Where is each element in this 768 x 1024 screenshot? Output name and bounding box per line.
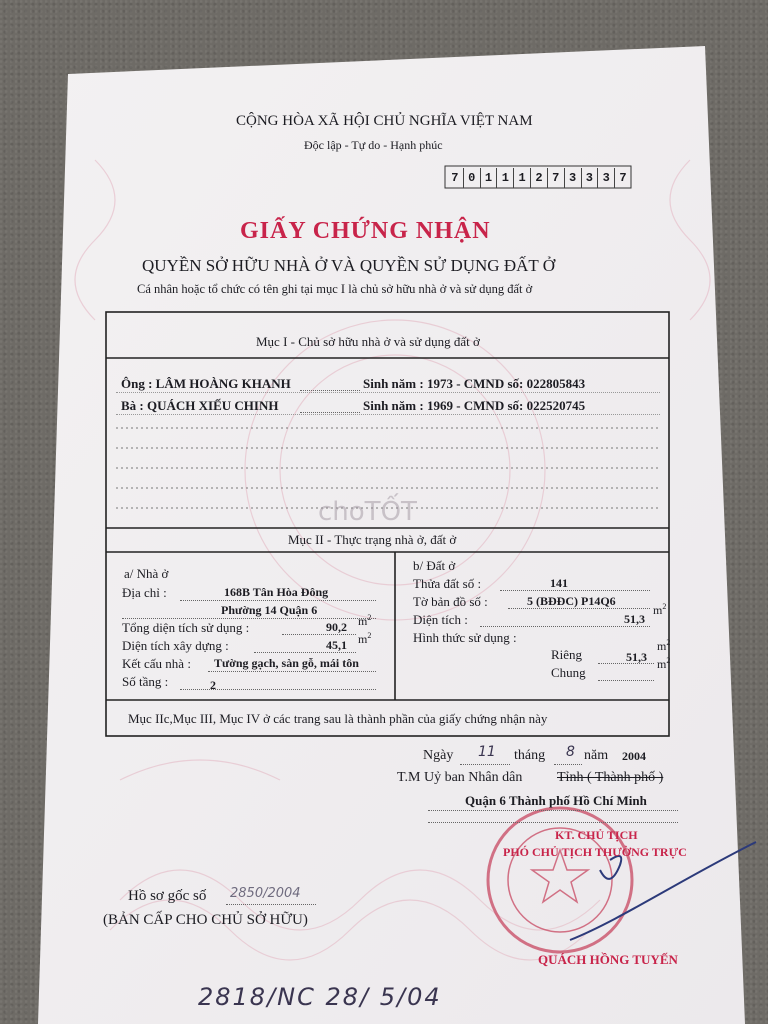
owner-id-row xyxy=(363,398,585,414)
owner-birth-label: Sinh năm : 1969 - CMND số: xyxy=(363,398,524,413)
serial-digit: 1 xyxy=(481,168,498,188)
section-2-heading: Mục II - Thực trạng nhà ở, đất ở xyxy=(288,532,457,547)
parcel-label: Thửa đất số : xyxy=(413,576,482,591)
serial-digit: 2 xyxy=(531,168,548,188)
address-line-2: Phường 14 Quận 6 xyxy=(221,603,318,617)
owner-copy-note: (BẢN CẤP CHO CHỦ SỞ HỮU) xyxy=(103,912,308,928)
owner-name: LÂM HOÀNG KHANH xyxy=(155,376,291,391)
country-heading: CỘNG HÒA XÃ HỘI CHỦ NGHĨA VIỆT NAM xyxy=(236,113,533,129)
address-label: Địa chỉ : xyxy=(122,585,167,600)
motto: Độc lập - Tự do - Hạnh phúc xyxy=(304,138,443,152)
document-title: GIẤY CHỨNG NHẬN xyxy=(240,218,491,244)
record-label: Hồ sơ gốc số xyxy=(128,888,207,904)
shared-label: Chung xyxy=(551,665,586,680)
land-area-label: Diện tích : xyxy=(413,612,468,627)
parcel-value: 141 xyxy=(550,576,568,590)
record-number: 2850/2004 xyxy=(230,886,301,901)
usage-form-label: Hình thức sử dụng : xyxy=(413,630,517,645)
land-label: b/ Đất ở xyxy=(413,558,456,573)
owner-id: 022805843 xyxy=(526,376,586,391)
structure-value: Tường gạch, sàn gỗ, mái tôn xyxy=(214,656,359,670)
owner-id-row xyxy=(363,376,585,392)
serial-digit: 1 xyxy=(514,168,531,188)
usage-area-label: Tổng diện tích sử dụng : xyxy=(122,620,250,635)
private-label: Riêng xyxy=(551,647,583,662)
map-label: Tờ bản đồ số : xyxy=(413,594,488,609)
document-subtitle: QUYỀN SỞ HỮU NHÀ Ở VÀ QUYỀN SỬ DỤNG ĐẤT Ở xyxy=(142,256,555,275)
month-label: tháng xyxy=(514,748,546,763)
floors-label: Số tầng : xyxy=(122,674,169,689)
private-unit: $m^2$ xyxy=(657,638,671,653)
usage-area-value: 90,2 xyxy=(326,620,347,634)
serial-digit: 3 xyxy=(582,168,599,188)
usage-area-unit: $m^2$ xyxy=(358,613,372,628)
owner-prefix: Ông : xyxy=(121,376,156,391)
owner-id: 022520745 xyxy=(526,398,586,413)
house-label: a/ Nhà ở xyxy=(124,566,169,581)
serial-digit: 7 xyxy=(619,171,627,185)
build-area-label: Diện tích xây dựng : xyxy=(122,638,229,653)
authority-label: T.M Uỷ ban Nhân dân xyxy=(397,770,523,785)
struck-province: Tỉnh ( Thành phố ) xyxy=(557,770,664,785)
year-value: 2004 xyxy=(622,749,646,763)
section-1-heading: Mục I - Chủ sở hữu nhà ở và sử dụng đất ở xyxy=(256,334,480,349)
owner-row xyxy=(121,398,278,414)
private-value: 51,3 xyxy=(626,650,647,664)
shared-unit: $m^2$ xyxy=(657,656,671,671)
intro-line: Cá nhân hoặc tổ chức có tên ghi tại mục I là chủ sở hữu nhà ở và sử dụng đất ở xyxy=(137,282,533,296)
kt-title: KT. CHỦ TỊCH xyxy=(555,828,638,842)
owner-row xyxy=(121,376,291,392)
build-area-unit: $m^2$ xyxy=(358,631,372,646)
serial-number xyxy=(447,168,631,188)
year-label: năm xyxy=(584,748,609,763)
month-value: 8 xyxy=(566,744,575,760)
signer-role: PHÓ CHỦ TỊCH THƯỜNG TRỰC xyxy=(503,845,687,859)
build-area-value: 45,1 xyxy=(326,638,347,652)
district-name: Quận 6 Thành phố Hồ Chí Minh xyxy=(465,793,647,808)
map-value: 5 (BĐĐC) P14Q6 xyxy=(527,594,616,608)
owner-name: QUÁCH XIẾU CHINH xyxy=(147,398,279,413)
floors-value: 2 xyxy=(210,678,216,692)
address-line-1: 168B Tân Hòa Đông xyxy=(224,585,329,599)
owner-prefix: Bà : xyxy=(121,398,147,413)
serial-digit: 3 xyxy=(598,168,615,188)
serial-digit: 3 xyxy=(565,168,582,188)
serial-digit: 0 xyxy=(464,168,481,188)
structure-label: Kết cấu nhà : xyxy=(122,656,191,671)
serial-digit: 7 xyxy=(548,168,565,188)
land-area-value: 51,3 xyxy=(624,612,645,626)
serial-digit: 7 xyxy=(447,168,464,188)
land-area-unit: $m^2$ xyxy=(653,602,667,617)
table-footer-note: Mục IIc,Mục III, Mục IV ở các trang sau là thành phần của giấy chứng nhận này xyxy=(128,711,548,726)
signer-name: QUÁCH HỒNG TUYẾN xyxy=(538,952,678,967)
owner-birth-label: Sinh năm : 1973 - CMND số: xyxy=(363,376,524,391)
watermark: choTỐT xyxy=(318,497,417,527)
handwritten-note: 2818/NC 28/ 5/04 xyxy=(198,983,442,1011)
day-value: 11 xyxy=(478,744,496,760)
serial-digit: 1 xyxy=(497,168,514,188)
day-label: Ngày xyxy=(423,748,454,763)
